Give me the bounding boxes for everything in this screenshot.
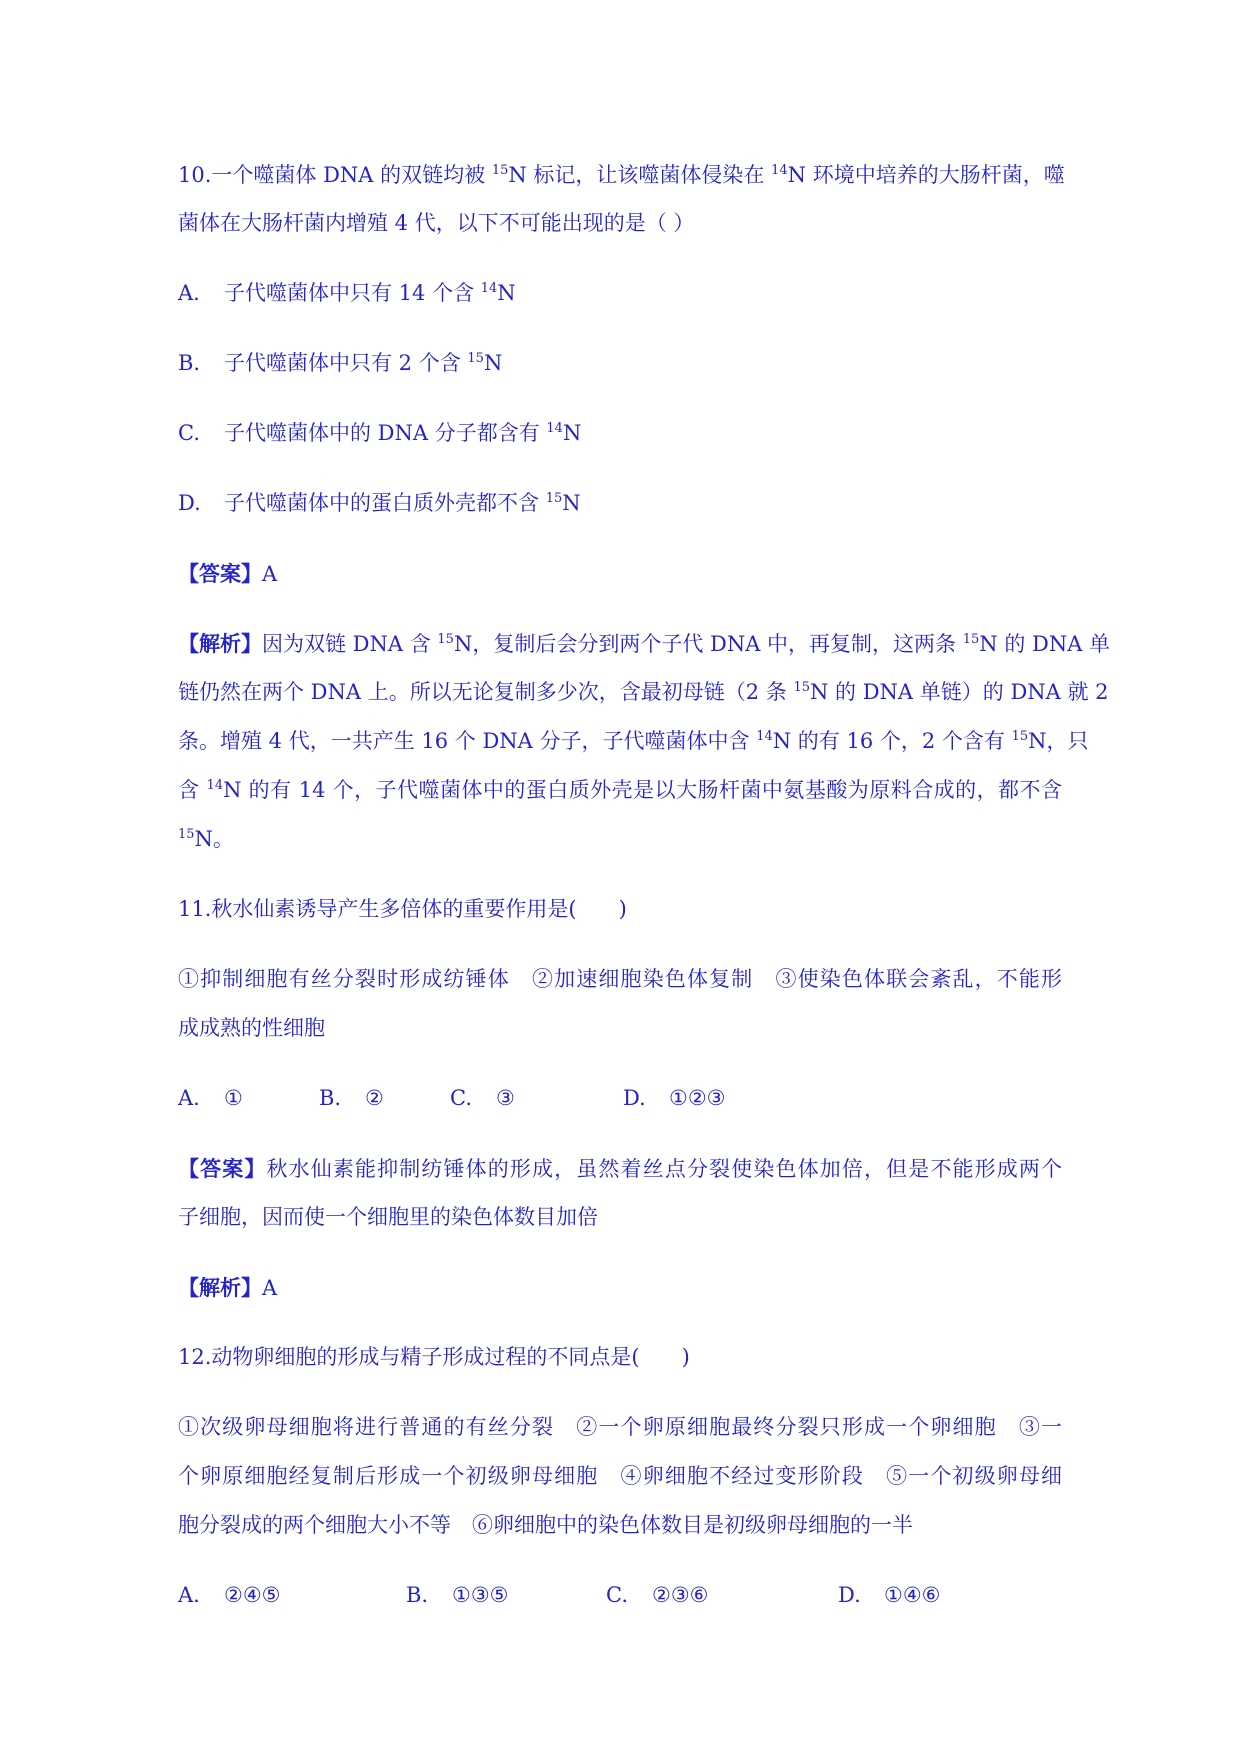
q11-answer-line2: 子细胞，因而使一个细胞里的染色体数目加倍 <box>178 1205 598 1229</box>
q12-items-line3: 胞分裂成的两个细胞大小不等 ⑥卵细胞中的染色体数目是初级卵母细胞的一半 <box>178 1513 913 1537</box>
q10-stem-line1: 10.一个噬菌体 DNA 的双链均被 $^{15}$N 标记，让该噬菌体侵染在 $^{14}$N 环境中培养的大肠杆菌，噬 <box>178 163 1065 187</box>
q12-option-a: A. ②④⑤ <box>178 1583 281 1607</box>
q10-analysis-line1: 【解析】因为双链 DNA 含 $^{15}$N，复制后会分到两个子代 DNA 中，再复制，这两条 $^{15}$N 的 DNA 单 <box>178 631 1111 656</box>
q11-option-b: B. ② <box>319 1086 384 1110</box>
q11-items-line2: 成成熟的性细胞 <box>178 1016 325 1040</box>
q10-analysis-line5: $^{15}$N。 <box>178 827 234 851</box>
q11-option-a: A. ① <box>178 1086 243 1110</box>
q10-option-c: C. 子代噬菌体中的 DNA 分子都含有 $^{14}$N <box>178 421 582 445</box>
q12-option-c: C. ②③⑥ <box>606 1583 709 1607</box>
q12-stem: 12.动物卵细胞的形成与精子形成过程的不同点是( ) <box>178 1345 690 1369</box>
q10-analysis-line2: 链仍然在两个 DNA 上。所以无论复制多少次，含最初母链（2 条 $^{15}$N 的 DNA 单链）的 DNA 就 2 <box>178 680 1109 704</box>
q12-items-line2: 个卵原细胞经复制后形成一个初级卵母细胞 ④卵细胞不经过变形阶段 ⑤一个初级卵母细 <box>178 1464 1062 1488</box>
q11-analysis: 【解析】A <box>178 1275 278 1300</box>
q10-answer: 【答案】A <box>178 561 278 586</box>
q10-option-b: B. 子代噬菌体中只有 2 个含 $^{15}$N <box>178 351 503 375</box>
q12-options <box>178 1585 1062 1609</box>
q10-analysis-line4: 含 $^{14}$N 的有 14 个，子代噬菌体中的蛋白质外壳是以大肠杆菌中氨基酸为原料合成的，都不含 <box>178 778 1062 802</box>
q11-stem: 11.秋水仙素诱导产生多倍体的重要作用是( ) <box>178 897 627 921</box>
q10-analysis-line3: 条。增殖 4 代，一共产生 16 个 DNA 分子，子代噬菌体中含 $^{14}$N 的有 16 个，2 个含有 $^{15}$N，只 <box>178 729 1089 753</box>
q10-stem-line2: 菌体在大肠杆菌内增殖 4 代，以下不可能出现的是（ ） <box>178 211 695 235</box>
q10-option-a: A. 子代噬菌体中只有 14 个含 $^{14}$N <box>178 281 516 305</box>
q11-options <box>178 1088 1062 1112</box>
q12-option-b: B. ①③⑤ <box>406 1583 509 1607</box>
q10-option-d: D. 子代噬菌体中的蛋白质外壳都不含 $^{15}$N <box>178 491 581 515</box>
q11-items-line1: ①抑制细胞有丝分裂时形成纺锤体 ②加速细胞染色体复制 ③使染色体联会紊乱，不能形 <box>178 967 1062 991</box>
q11-option-d: D. ①②③ <box>623 1086 726 1110</box>
q12-items-line1: ①次级卵母细胞将进行普通的有丝分裂 ②一个卵原细胞最终分裂只形成一个卵细胞 ③一 <box>178 1415 1062 1439</box>
q12-option-d: D. ①④⑥ <box>838 1583 941 1607</box>
q11-option-c: C. ③ <box>450 1086 515 1110</box>
q11-answer-line1: 【答案】秋水仙素能抑制纺锤体的形成，虽然着丝点分裂使染色体加倍，但是不能形成两个 <box>178 1156 1062 1181</box>
